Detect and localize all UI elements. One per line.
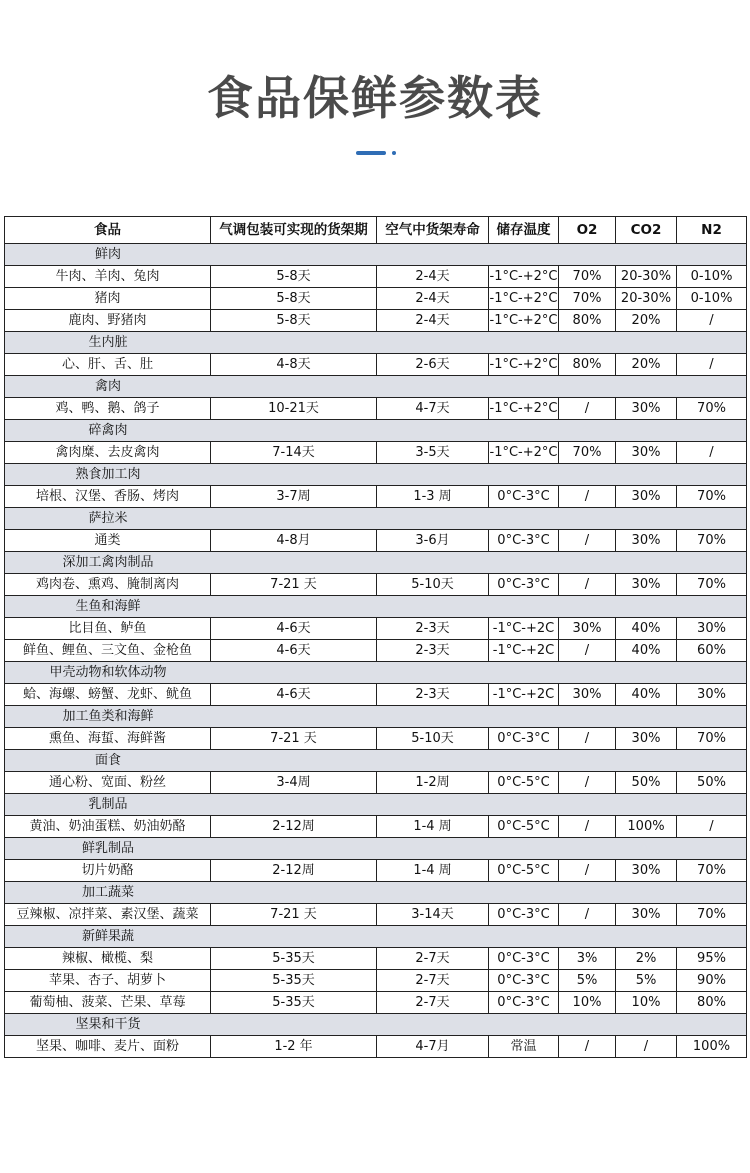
table-row xyxy=(5,354,747,376)
cell-storage-temp: -1°C-+2°C xyxy=(489,310,559,332)
cell-co2: 50% xyxy=(616,772,677,794)
preservation-table xyxy=(4,216,747,1058)
table-row xyxy=(5,904,747,926)
cell-n2: 60% xyxy=(677,640,747,662)
cell-storage-temp: 0°C-3°C xyxy=(489,970,559,992)
cell-air-shelf-life: 2-4天 xyxy=(377,266,489,288)
header-co2: CO2 xyxy=(616,217,677,244)
cell-storage-temp: -1°C-+2C xyxy=(489,640,559,662)
table-row xyxy=(5,1036,747,1058)
cell-air-shelf-life: 5-10天 xyxy=(377,574,489,596)
cell-n2: 0-10% xyxy=(677,288,747,310)
category-label: 甲壳动物和软体动物 xyxy=(49,665,167,680)
cell-o2: / xyxy=(559,728,616,750)
category-label: 鲜肉 xyxy=(94,247,121,262)
page-title: 食品保鲜参数表 xyxy=(207,71,543,125)
category-row xyxy=(5,552,747,574)
cell-food: 通心粉、宽面、粉丝 xyxy=(5,772,211,794)
cell-storage-temp: 0°C-3°C xyxy=(489,904,559,926)
category-label: 乳制品 xyxy=(88,797,128,812)
cell-n2: 70% xyxy=(677,530,747,552)
cell-food: 心、肝、舌、肚 xyxy=(5,354,211,376)
cell-o2: 80% xyxy=(559,354,616,376)
cell-food: 鲜鱼、鲤鱼、三文鱼、金枪鱼 xyxy=(5,640,211,662)
cell-air-shelf-life: 1-2周 xyxy=(377,772,489,794)
cell-n2: 90% xyxy=(677,970,747,992)
cell-air-shelf-life: 1-4 周 xyxy=(377,816,489,838)
cell-storage-temp: -1°C-+2°C xyxy=(489,288,559,310)
cell-food: 牛肉、羊肉、兔肉 xyxy=(5,266,211,288)
cell-food: 蛤、海螺、螃蟹、龙虾、鱿鱼 xyxy=(5,684,211,706)
header-o2: O2 xyxy=(559,217,616,244)
cell-air-shelf-life: 2-3天 xyxy=(377,684,489,706)
table-row xyxy=(5,530,747,552)
cell-air-shelf-life: 2-3天 xyxy=(377,618,489,640)
cell-n2: 0-10% xyxy=(677,266,747,288)
cell-n2: / xyxy=(677,310,747,332)
category-row xyxy=(5,332,747,354)
category-label: 坚果和干货 xyxy=(75,1017,141,1032)
cell-food: 切片奶酪 xyxy=(5,860,211,882)
cell-food: 坚果、咖啡、麦片、面粉 xyxy=(5,1036,211,1058)
cell-co2: 20% xyxy=(616,310,677,332)
category-row xyxy=(5,926,747,948)
cell-map-shelf-life: 7-21 天 xyxy=(211,904,377,926)
decoration-dot xyxy=(392,151,396,155)
cell-map-shelf-life: 4-6天 xyxy=(211,640,377,662)
cell-map-shelf-life: 3-4周 xyxy=(211,772,377,794)
cell-food: 黄油、奶油蛋糕、奶油奶酪 xyxy=(5,816,211,838)
cell-n2: 30% xyxy=(677,618,747,640)
cell-storage-temp: 0°C-5°C xyxy=(489,860,559,882)
category-row xyxy=(5,706,747,728)
cell-map-shelf-life: 10-21天 xyxy=(211,398,377,420)
cell-food: 鸡、鸭、鹅、鸽子 xyxy=(5,398,211,420)
cell-map-shelf-life: 5-8天 xyxy=(211,266,377,288)
cell-storage-temp: 0°C-3°C xyxy=(489,574,559,596)
cell-map-shelf-life: 2-12周 xyxy=(211,816,377,838)
category-cell xyxy=(5,838,747,860)
cell-storage-temp: 0°C-3°C xyxy=(489,486,559,508)
category-row xyxy=(5,464,747,486)
cell-co2: 20-30% xyxy=(616,288,677,310)
category-cell xyxy=(5,596,747,618)
cell-air-shelf-life: 2-4天 xyxy=(377,310,489,332)
cell-map-shelf-life: 7-14天 xyxy=(211,442,377,464)
cell-n2: 70% xyxy=(677,860,747,882)
cell-o2: 30% xyxy=(559,618,616,640)
cell-food: 熏鱼、海蜇、海鲜酱 xyxy=(5,728,211,750)
category-row xyxy=(5,420,747,442)
cell-n2: 70% xyxy=(677,486,747,508)
category-cell xyxy=(5,1014,747,1036)
header-n2: N2 xyxy=(677,217,747,244)
cell-storage-temp: 0°C-3°C xyxy=(489,728,559,750)
cell-o2: / xyxy=(559,904,616,926)
category-label: 熟食加工肉 xyxy=(75,467,141,482)
cell-storage-temp: -1°C-+2°C xyxy=(489,354,559,376)
cell-storage-temp: 0°C-3°C xyxy=(489,948,559,970)
cell-air-shelf-life: 5-10天 xyxy=(377,728,489,750)
cell-map-shelf-life: 5-8天 xyxy=(211,288,377,310)
category-label: 碎禽肉 xyxy=(88,423,128,438)
cell-food: 葡萄柚、菠菜、芒果、草莓 xyxy=(5,992,211,1014)
cell-o2: 3% xyxy=(559,948,616,970)
cell-air-shelf-life: 2-3天 xyxy=(377,640,489,662)
cell-n2: 95% xyxy=(677,948,747,970)
cell-air-shelf-life: 4-7天 xyxy=(377,398,489,420)
cell-o2: 70% xyxy=(559,288,616,310)
category-cell xyxy=(5,244,747,266)
category-row xyxy=(5,794,747,816)
category-row xyxy=(5,376,747,398)
cell-o2: / xyxy=(559,860,616,882)
cell-o2: 30% xyxy=(559,684,616,706)
category-row xyxy=(5,508,747,530)
table-row xyxy=(5,992,747,1014)
cell-co2: 40% xyxy=(616,618,677,640)
cell-n2: 70% xyxy=(677,574,747,596)
cell-o2: 70% xyxy=(559,442,616,464)
category-label: 生鱼和海鲜 xyxy=(75,599,141,614)
cell-storage-temp: -1°C-+2°C xyxy=(489,398,559,420)
category-cell xyxy=(5,508,747,530)
cell-co2: / xyxy=(616,1036,677,1058)
header-air-shelf-life: 空气中货架寿命 xyxy=(377,217,489,244)
cell-o2: / xyxy=(559,1036,616,1058)
category-cell xyxy=(5,464,747,486)
cell-o2: / xyxy=(559,574,616,596)
table-row xyxy=(5,948,747,970)
header-food: 食品 xyxy=(5,217,211,244)
cell-map-shelf-life: 4-8月 xyxy=(211,530,377,552)
table-row xyxy=(5,398,747,420)
cell-storage-temp: -1°C-+2°C xyxy=(489,266,559,288)
cell-food: 豆辣椒、凉拌菜、素汉堡、蔬菜 xyxy=(5,904,211,926)
cell-storage-temp: 常温 xyxy=(489,1036,559,1058)
cell-map-shelf-life: 7-21 天 xyxy=(211,728,377,750)
category-label: 加工蔬菜 xyxy=(81,885,134,900)
cell-o2: / xyxy=(559,398,616,420)
table-header-row xyxy=(5,217,747,244)
cell-map-shelf-life: 4-6天 xyxy=(211,618,377,640)
cell-map-shelf-life: 7-21 天 xyxy=(211,574,377,596)
cell-o2: / xyxy=(559,816,616,838)
table-row xyxy=(5,772,747,794)
cell-air-shelf-life: 1-3 周 xyxy=(377,486,489,508)
category-label: 萨拉米 xyxy=(88,511,128,526)
cell-co2: 30% xyxy=(616,530,677,552)
cell-air-shelf-life: 1-4 周 xyxy=(377,860,489,882)
cell-co2: 40% xyxy=(616,640,677,662)
category-cell xyxy=(5,376,747,398)
cell-o2: / xyxy=(559,640,616,662)
cell-map-shelf-life: 5-35天 xyxy=(211,992,377,1014)
cell-o2: / xyxy=(559,530,616,552)
cell-food: 鹿肉、野猪肉 xyxy=(5,310,211,332)
category-cell xyxy=(5,794,747,816)
table-row xyxy=(5,618,747,640)
table-row xyxy=(5,310,747,332)
cell-food: 鸡肉卷、熏鸡、腌制离肉 xyxy=(5,574,211,596)
category-label: 面食 xyxy=(94,753,121,768)
cell-food: 培根、汉堡、香肠、烤肉 xyxy=(5,486,211,508)
cell-air-shelf-life: 4-7月 xyxy=(377,1036,489,1058)
cell-co2: 30% xyxy=(616,860,677,882)
cell-air-shelf-life: 2-4天 xyxy=(377,288,489,310)
table-row xyxy=(5,266,747,288)
cell-food: 辣椒、橄榄、梨 xyxy=(5,948,211,970)
cell-storage-temp: -1°C-+2°C xyxy=(489,442,559,464)
cell-map-shelf-life: 5-35天 xyxy=(211,970,377,992)
cell-map-shelf-life: 4-6天 xyxy=(211,684,377,706)
category-label: 生内脏 xyxy=(88,335,128,350)
category-row xyxy=(5,1014,747,1036)
cell-air-shelf-life: 2-7天 xyxy=(377,948,489,970)
cell-map-shelf-life: 5-35天 xyxy=(211,948,377,970)
cell-co2: 20-30% xyxy=(616,266,677,288)
table-row xyxy=(5,574,747,596)
cell-food: 比目鱼、鲈鱼 xyxy=(5,618,211,640)
cell-o2: / xyxy=(559,486,616,508)
cell-o2: 5% xyxy=(559,970,616,992)
table-row xyxy=(5,442,747,464)
cell-map-shelf-life: 5-8天 xyxy=(211,310,377,332)
cell-n2: 70% xyxy=(677,904,747,926)
cell-o2: 70% xyxy=(559,266,616,288)
cell-food: 苹果、杏子、胡萝卜 xyxy=(5,970,211,992)
cell-map-shelf-life: 2-12周 xyxy=(211,860,377,882)
cell-storage-temp: 0°C-3°C xyxy=(489,992,559,1014)
cell-co2: 10% xyxy=(616,992,677,1014)
table-row xyxy=(5,684,747,706)
table-row xyxy=(5,860,747,882)
category-cell xyxy=(5,926,747,948)
decoration-bar xyxy=(356,151,386,155)
cell-n2: 30% xyxy=(677,684,747,706)
cell-o2: 80% xyxy=(559,310,616,332)
category-cell xyxy=(5,552,747,574)
table-row xyxy=(5,288,747,310)
cell-co2: 2% xyxy=(616,948,677,970)
cell-co2: 100% xyxy=(616,816,677,838)
table-row xyxy=(5,970,747,992)
table-row xyxy=(5,816,747,838)
cell-co2: 30% xyxy=(616,904,677,926)
category-row xyxy=(5,838,747,860)
cell-storage-temp: 0°C-3°C xyxy=(489,530,559,552)
category-cell xyxy=(5,706,747,728)
category-cell xyxy=(5,882,747,904)
table-row xyxy=(5,728,747,750)
header-map-shelf-life: 气调包装可实现的货架期 xyxy=(211,217,377,244)
cell-air-shelf-life: 3-6月 xyxy=(377,530,489,552)
cell-storage-temp: -1°C-+2C xyxy=(489,684,559,706)
cell-storage-temp: 0°C-5°C xyxy=(489,772,559,794)
cell-co2: 5% xyxy=(616,970,677,992)
category-cell xyxy=(5,332,747,354)
cell-n2: 80% xyxy=(677,992,747,1014)
category-cell xyxy=(5,662,747,684)
category-row xyxy=(5,244,747,266)
cell-n2: 70% xyxy=(677,728,747,750)
cell-co2: 30% xyxy=(616,728,677,750)
cell-air-shelf-life: 2-6天 xyxy=(377,354,489,376)
cell-storage-temp: -1°C-+2C xyxy=(489,618,559,640)
cell-co2: 30% xyxy=(616,442,677,464)
category-cell xyxy=(5,750,747,772)
cell-food: 猪肉 xyxy=(5,288,211,310)
cell-air-shelf-life: 3-5天 xyxy=(377,442,489,464)
cell-o2: / xyxy=(559,772,616,794)
cell-co2: 30% xyxy=(616,486,677,508)
category-row xyxy=(5,882,747,904)
category-label: 新鲜果蔬 xyxy=(81,929,134,944)
cell-co2: 20% xyxy=(616,354,677,376)
category-label: 鲜乳制品 xyxy=(81,841,134,856)
cell-air-shelf-life: 2-7天 xyxy=(377,970,489,992)
cell-o2: 10% xyxy=(559,992,616,1014)
cell-n2: 70% xyxy=(677,398,747,420)
cell-co2: 30% xyxy=(616,398,677,420)
cell-n2: / xyxy=(677,354,747,376)
cell-food: 禽肉糜、去皮禽肉 xyxy=(5,442,211,464)
category-row xyxy=(5,662,747,684)
cell-food: 通类 xyxy=(5,530,211,552)
title-decoration xyxy=(356,151,400,155)
category-row xyxy=(5,596,747,618)
header-storage-temp: 储存温度 xyxy=(489,217,559,244)
cell-storage-temp: 0°C-5°C xyxy=(489,816,559,838)
cell-n2: / xyxy=(677,442,747,464)
cell-air-shelf-life: 3-14天 xyxy=(377,904,489,926)
cell-map-shelf-life: 4-8天 xyxy=(211,354,377,376)
table-row xyxy=(5,640,747,662)
cell-map-shelf-life: 1-2 年 xyxy=(211,1036,377,1058)
cell-n2: 50% xyxy=(677,772,747,794)
cell-n2: 100% xyxy=(677,1036,747,1058)
cell-map-shelf-life: 3-7周 xyxy=(211,486,377,508)
category-row xyxy=(5,750,747,772)
cell-air-shelf-life: 2-7天 xyxy=(377,992,489,1014)
cell-co2: 30% xyxy=(616,574,677,596)
table-row xyxy=(5,486,747,508)
cell-n2: / xyxy=(677,816,747,838)
category-label: 加工鱼类和海鲜 xyxy=(62,709,154,724)
cell-co2: 40% xyxy=(616,684,677,706)
category-cell xyxy=(5,420,747,442)
category-label: 深加工禽肉制品 xyxy=(62,555,154,570)
category-label: 禽肉 xyxy=(94,379,121,394)
